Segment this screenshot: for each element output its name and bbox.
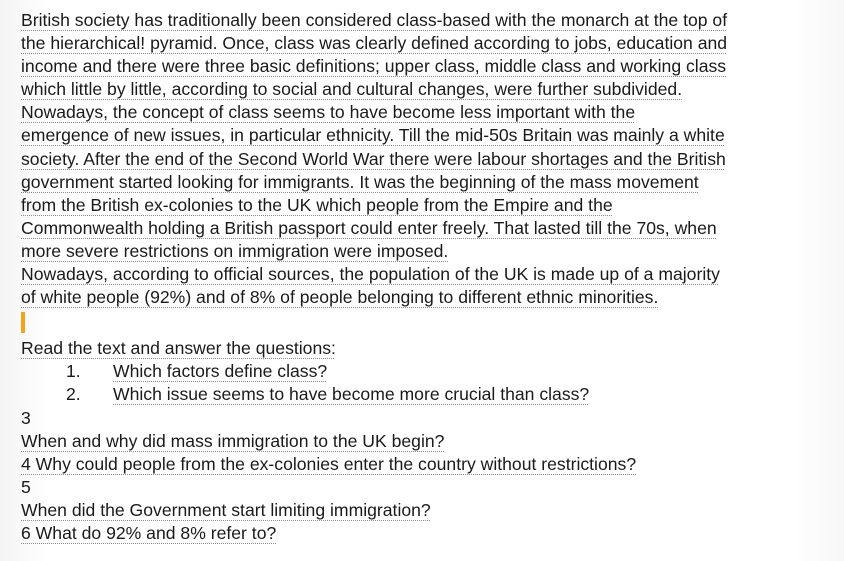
list-item (66, 383, 826, 406)
questions-prompt: Read the text and answer the questions: (21, 338, 336, 359)
list-item-number: 2. (66, 384, 81, 405)
question-3-text: When and why did mass immigration to the UK begin? (21, 430, 445, 451)
list-item-number: 1. (66, 361, 81, 382)
list-item-text: Which factors define class? (113, 361, 328, 382)
list-item-text: Which issue seems to have become more crucial than class? (113, 384, 590, 405)
question-number-3: 3 (21, 407, 31, 428)
document-text[interactable] (21, 9, 826, 545)
question-6-text: 6 What do 92% and 8% refer to? (21, 522, 277, 543)
paragraph-class-society: British society has traditionally been considered class-based with the monarch at the top of the hierarchical! pyramid. Once, class was clearly defined according to jobs, education and income and there were three basic definitions; upper class, middle class and working class which little by little, according to social and cultural changes, were further subdivided. (21, 10, 728, 100)
paragraph-population: Nowadays, according to official sources, the population of the UK is made up of a majority of white people (92%) and of 8% of people belonging to different ethnic minorities. (21, 264, 720, 308)
question-5-text: When did the Government start limiting immigration? (21, 499, 431, 520)
paragraph-ethnicity-immigration: Nowadays, the concept of class seems to have become less important with the emergence of new issues, in particular ethnicity. Till the mid-50s Britain was mainly a white society. After the end of the Second World War there were labour shortages and the British government started looking for immigrants. It was the beginning of the mass movement from the British ex-colonies to the UK which people from the Empire and the Commonwealth holding a British passport could enter freely. That lasted till the 70s, when more severe restrictions on immigration were imposed. (21, 102, 726, 261)
question-number-5: 5 (21, 476, 31, 497)
list-item (66, 360, 826, 383)
question-4-text: 4 Why could people from the ex-colonies enter the country without restrictions? (21, 453, 637, 474)
text-cursor (21, 312, 25, 333)
questions-list (21, 360, 826, 406)
